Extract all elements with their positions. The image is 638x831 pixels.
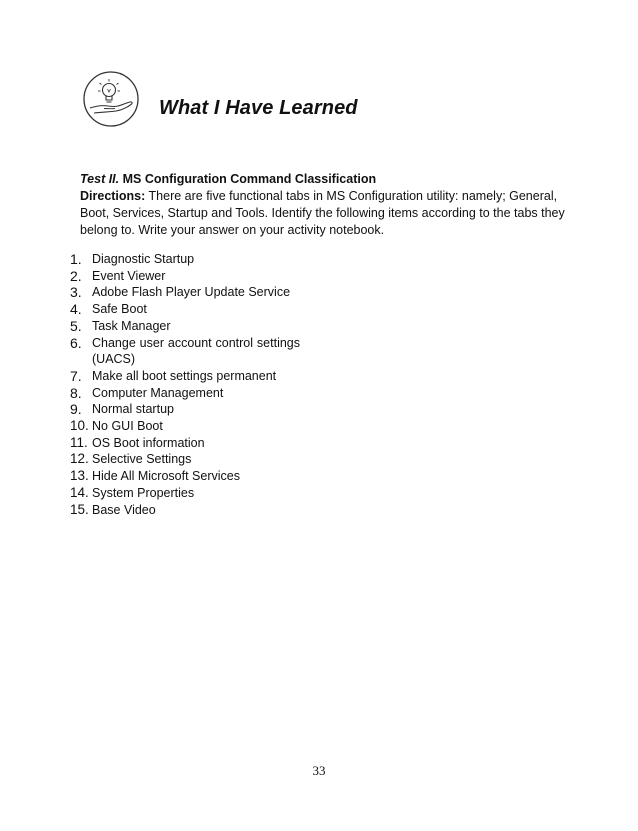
item-list bbox=[70, 251, 310, 518]
item-text: Selective Settings bbox=[92, 452, 192, 467]
page-number: 33 bbox=[312, 763, 326, 778]
directions-text: There are five functional tabs in MS Configuration utility: namely; General, Boot, Services, Startup and Tools. Identify the following items according to the tabs they belong to. Write your answer on your activity notebook. bbox=[80, 189, 565, 237]
list-item bbox=[70, 284, 310, 301]
lightbulb-hand-icon bbox=[82, 70, 140, 128]
item-number: 15. bbox=[70, 501, 89, 517]
item-text: Hide All Microsoft Services bbox=[92, 469, 240, 484]
directions-label: Directions: bbox=[80, 189, 146, 203]
test-title: MS Configuration Command Classification bbox=[122, 172, 377, 186]
item-number: 13. bbox=[70, 468, 89, 484]
item-number: 8. bbox=[70, 384, 82, 401]
item-number: 5. bbox=[70, 317, 82, 334]
item-number: 2. bbox=[70, 267, 82, 284]
list-item bbox=[70, 318, 310, 335]
item-number: 12. bbox=[70, 451, 89, 467]
item-text: Safe Boot bbox=[92, 302, 147, 317]
item-text: No GUI Boot bbox=[92, 419, 163, 434]
list-item bbox=[70, 368, 310, 385]
item-text: Computer Management bbox=[92, 385, 224, 400]
item-number: 3. bbox=[70, 284, 82, 301]
list-item bbox=[70, 502, 310, 519]
item-number: 9. bbox=[70, 401, 82, 418]
test-number: Test II. bbox=[80, 172, 120, 186]
item-number: 11. bbox=[70, 434, 88, 450]
item-number: 10. bbox=[70, 418, 89, 434]
list-item bbox=[70, 485, 310, 502]
item-text: Event Viewer bbox=[92, 268, 166, 283]
item-text: Make all boot settings permanent bbox=[92, 368, 277, 383]
item-text: Base Video bbox=[92, 502, 156, 517]
list-item bbox=[70, 451, 310, 468]
test-heading bbox=[80, 172, 376, 186]
item-text: Task Manager bbox=[92, 318, 171, 333]
list-item bbox=[70, 335, 310, 368]
item-number: 7. bbox=[70, 367, 82, 384]
item-text: Change user account control settings (UACS) bbox=[92, 335, 300, 367]
list-item bbox=[70, 435, 310, 452]
item-text: System Properties bbox=[92, 485, 195, 500]
item-text: OS Boot information bbox=[92, 435, 205, 450]
item-number: 6. bbox=[70, 334, 82, 351]
item-number: 4. bbox=[70, 301, 82, 318]
item-text: Diagnostic Startup bbox=[92, 252, 195, 266]
list-item bbox=[70, 268, 310, 285]
item-text: Normal startup bbox=[92, 402, 174, 417]
list-item bbox=[70, 301, 310, 318]
section-title: What I Have Learned bbox=[159, 97, 358, 119]
list-item bbox=[70, 468, 310, 485]
list-item bbox=[70, 401, 310, 418]
item-number: 1. bbox=[70, 251, 82, 267]
list-item bbox=[70, 385, 310, 402]
item-number: 14. bbox=[70, 484, 89, 500]
list-item bbox=[70, 418, 310, 435]
list-item bbox=[70, 251, 310, 268]
directions bbox=[80, 188, 570, 239]
item-text: Adobe Flash Player Update Service bbox=[92, 285, 291, 300]
